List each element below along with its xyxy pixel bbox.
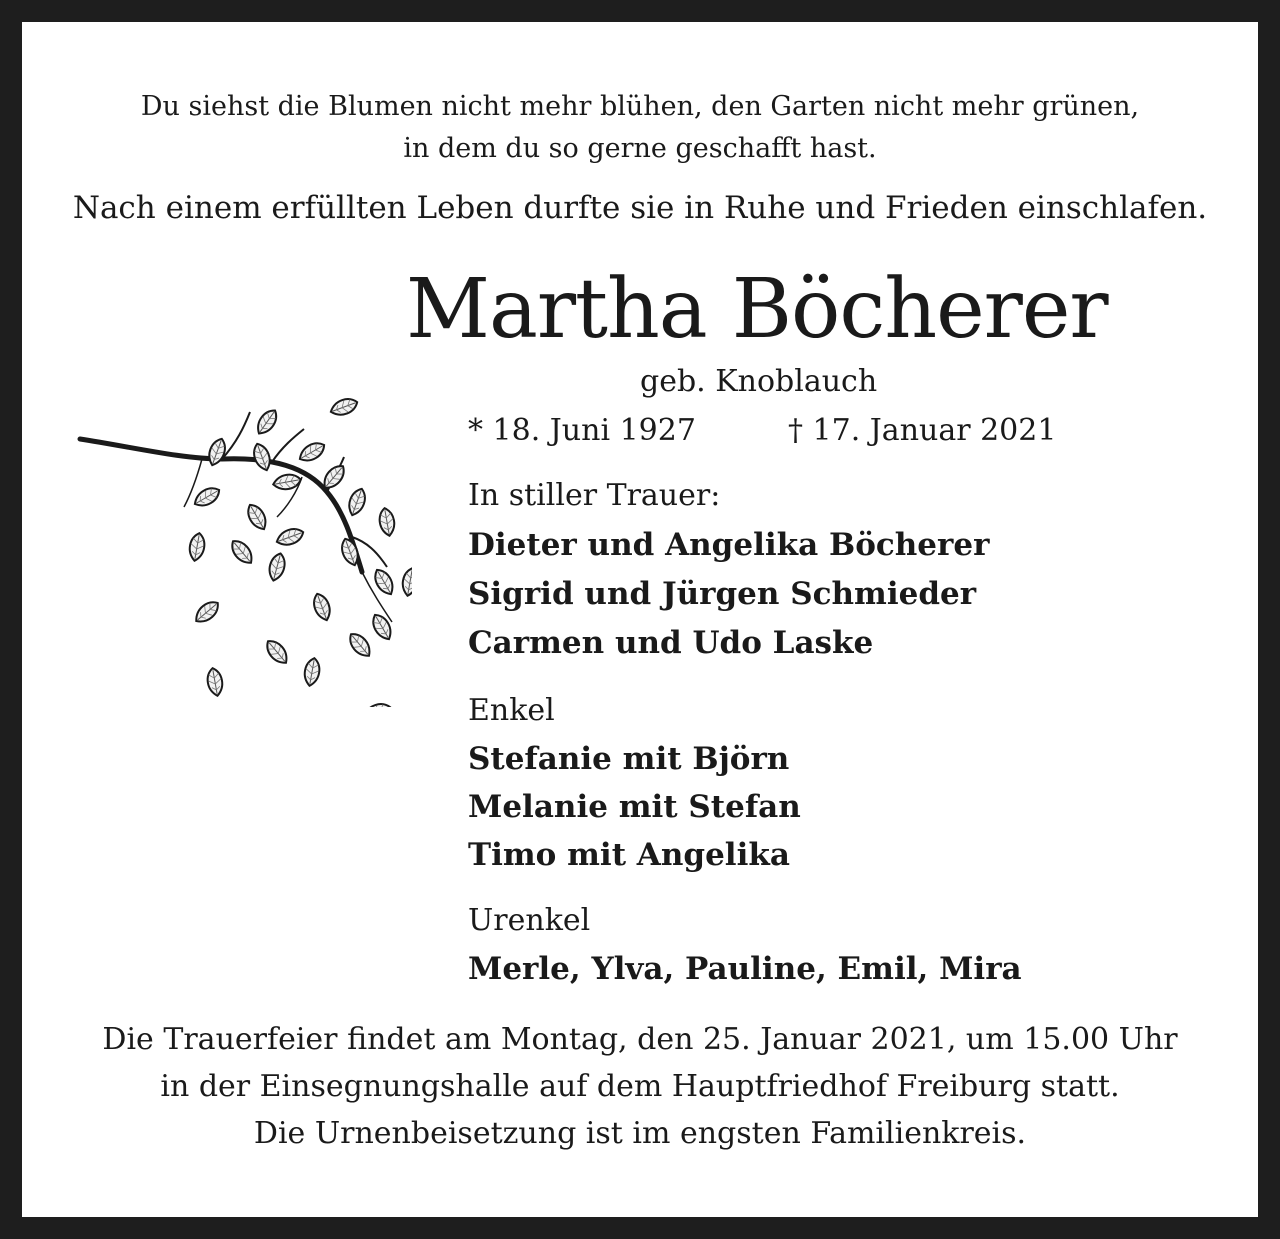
intro-text: Nach einem erfüllten Leben durfte sie in Ruhe und Frieden einschlafen. bbox=[72, 190, 1208, 226]
grandchild-name: Melanie mit Stefan bbox=[468, 789, 801, 825]
great-grandchildren-names: Merle, Ylva, Pauline, Emil, Mira bbox=[468, 951, 1022, 987]
mourner-name: Carmen und Udo Laske bbox=[468, 625, 874, 661]
grandchild-name: Stefanie mit Björn bbox=[468, 741, 790, 777]
grandchild-name: Timo mit Angelika bbox=[468, 837, 790, 873]
birth-date: * 18. Juni 1927 bbox=[468, 413, 696, 448]
mourner-name: Sigrid und Jürgen Schmieder bbox=[468, 576, 977, 612]
mourner-name: Dieter und Angelika Böcherer bbox=[468, 527, 990, 563]
poem-line-1: Du siehst die Blumen nicht mehr blühen, den Garten nicht mehr grünen, bbox=[140, 91, 1140, 122]
maiden-name: geb. Knoblauch bbox=[640, 364, 878, 399]
deceased-name: Martha Böcherer bbox=[406, 262, 1108, 357]
obituary-card bbox=[22, 22, 1258, 1217]
branch-with-leaves-icon bbox=[72, 367, 412, 707]
death-date: † 17. Januar 2021 bbox=[788, 413, 1057, 448]
poem-line-2: in dem du so gerne geschafft hast. bbox=[403, 133, 877, 164]
ceremony-line-1: Die Trauerfeier findet am Montag, den 25. Januar 2021, um 15.00 Uhr bbox=[102, 1022, 1178, 1057]
ceremony-line-2: in der Einsegnungshalle auf dem Hauptfriedhof Freiburg statt. bbox=[160, 1069, 1120, 1104]
mourners-heading: In stiller Trauer: bbox=[468, 478, 721, 513]
ceremony-line-3: Die Urnenbeisetzung ist im engsten Familienkreis. bbox=[253, 1116, 1027, 1151]
great-grandchildren-heading: Urenkel bbox=[468, 903, 591, 938]
grandchildren-heading: Enkel bbox=[468, 693, 555, 728]
